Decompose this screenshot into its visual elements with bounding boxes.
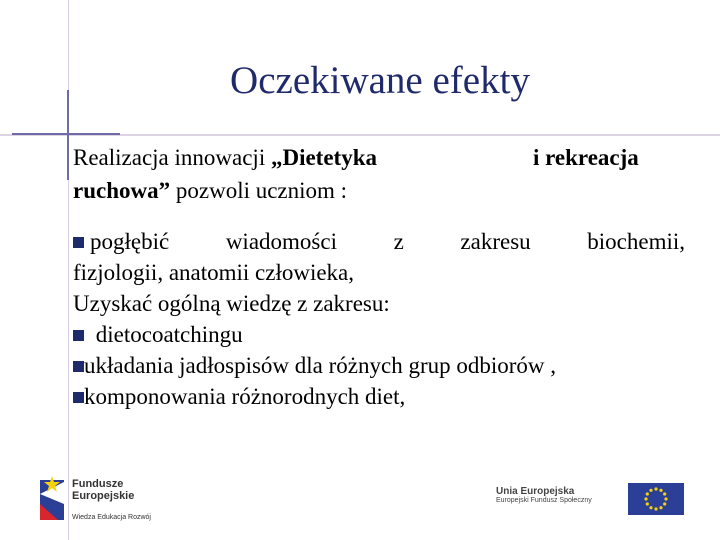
eu-flag-icon [628,483,684,515]
slide-body [73,142,685,412]
cross-accent-horizontal [12,133,120,135]
paragraph-knowledge-line-2: fizjologii, anatomii człowieka, [73,260,355,285]
bullet-item: układania jadłospisów dla różnych grup odbiorów , [73,350,685,381]
cross-accent-vertical [67,90,69,180]
fundusze-europejskie-program: Wiedza Edukacja Rozwój [72,514,151,521]
general-knowledge-line: Uzyskać ogólną wiedzę z zakresu: [73,291,390,316]
intro-paragraph [73,142,685,206]
square-bullet-icon [73,330,84,341]
eu-title: Unia Europejska [496,486,575,497]
intro-line-1: Realizacja innowacji „Dietetyka [73,145,377,170]
intro-line-1-right: i rekreacja [533,145,639,170]
paragraph-knowledge [73,226,685,288]
fundusze-europejskie-emblem-icon [38,474,68,524]
intro-line-2: ruchowa” pozwoli uczniom : [73,178,348,203]
fundusze-europejskie-logo [38,474,198,528]
eu-subtitle: Europejski Fundusz Społeczny [496,497,592,504]
square-bullet-icon [73,392,84,403]
slide-title: Oczekiwane efekty [230,59,530,102]
square-bullet-icon [73,237,84,248]
bullet-item: dietocoatchingu [73,319,685,350]
fundusze-europejskie-name: Fundusze Europejskie [72,478,135,502]
eu-logo-text [496,486,616,504]
bullet-item: komponowania różnorodnych diet, [73,381,685,412]
paragraph-knowledge-line-1: pogłębić wiadomości z zakresu biochemii, [73,226,685,257]
square-bullet-icon [73,361,84,372]
